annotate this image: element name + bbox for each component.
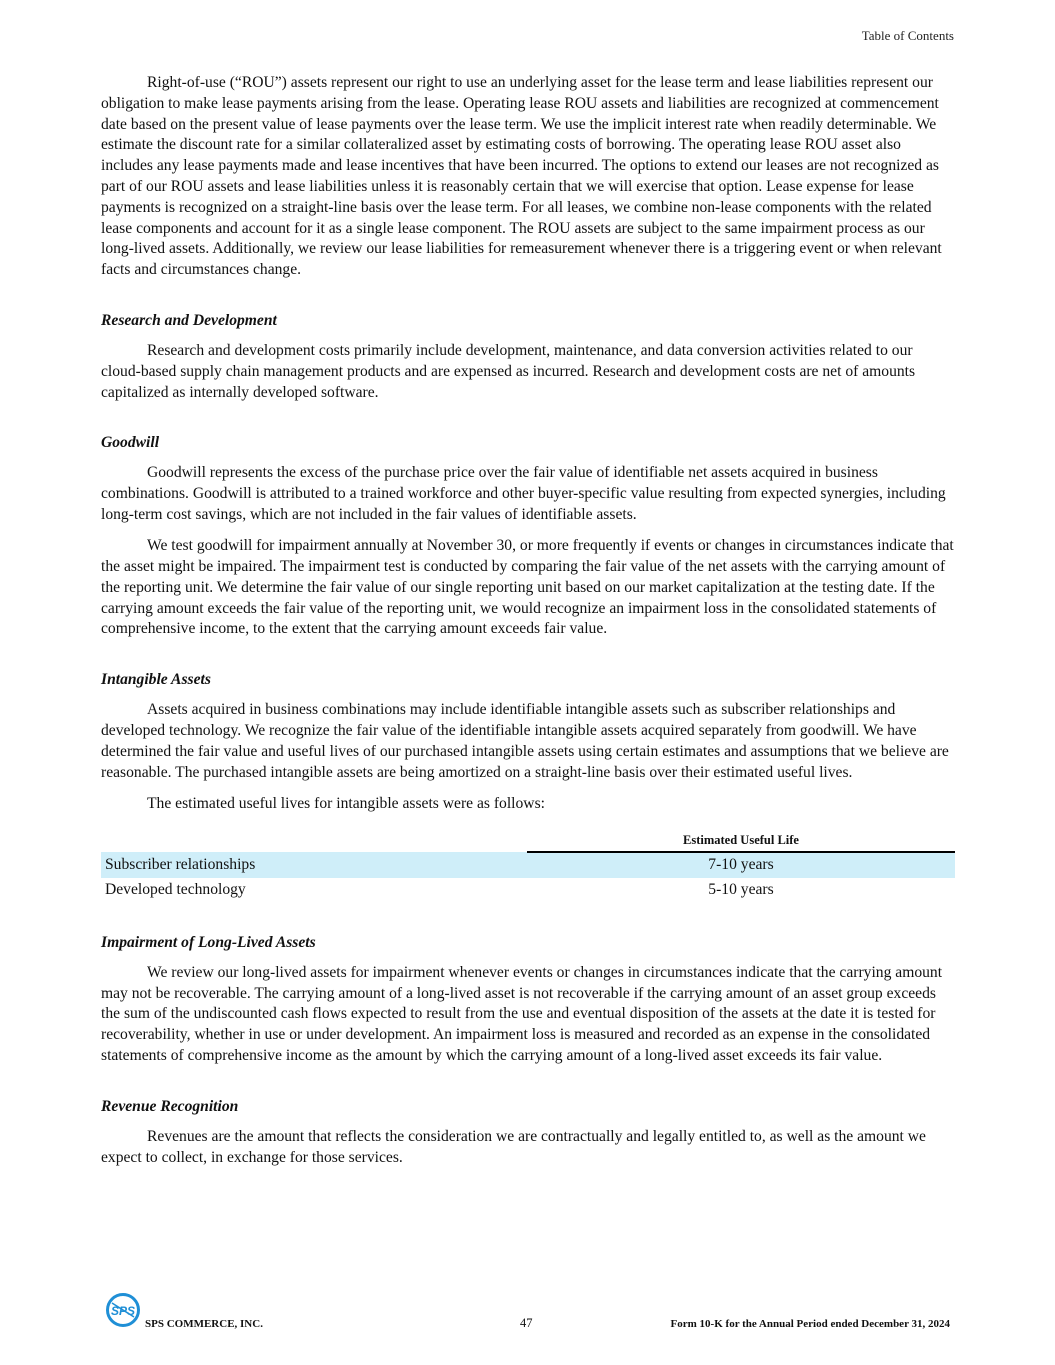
section-impairment <box>101 933 955 1067</box>
table-row <box>101 878 955 903</box>
empty-header-cell <box>101 832 527 852</box>
paragraph: Goodwill represents the excess of the purchase price over the fair value of identifiable net assets acquired in business combinations. Goodwill is attributed to a trained workforce and other buyer-specific value resulting from expected synergies, including long-term cost savings, which are not included in the fair values of identifiable assets. <box>101 464 946 523</box>
page-number: 47 <box>520 1316 533 1330</box>
section-intangible-assets <box>101 670 955 902</box>
company-name: SPS COMMERCE, INC. <box>145 1318 263 1330</box>
form-period-label: Form 10-K for the Annual Period ended December 31, 2024 <box>670 1318 950 1330</box>
row-label: Subscriber relationships <box>101 852 527 878</box>
column-header-useful-life: Estimated Useful Life <box>527 832 955 852</box>
section-heading: Revenue Recognition <box>101 1097 239 1115</box>
row-value: 7-10 years <box>527 852 955 878</box>
paragraph: Assets acquired in business combinations may include identifiable intangible assets such as subscriber relationships and developed technology. We recognize the fair value of the identifiable intangible assets acquired separately from goodwill. We have determined the fair value and useful lives of our purchased intangible assets using certain estimates and assumptions that we believe are reasonable. The purchased intangible assets are being amortized on a straight-line basis over their estimated useful lives. <box>101 701 949 781</box>
section-heading: Impairment of Long-Lived Assets <box>101 933 316 951</box>
row-label: Developed technology <box>105 881 246 899</box>
rou-assets-paragraph: Right-of-use (“ROU”) assets represent our right to use an underlying asset for the lease term and lease liabilities represent our obligation to make lease payments arising from the lease. Operating lease ROU assets and liabilities are recognized at commencement date based on the present value of lease payments over the lease term. We use the implicit interest rate when readily determinable. We estimate the discount rate for a similar collateralized asset by estimating costs of borrowing. The operating lease ROU asset also includes any lease payments made and lease incentives that have been incurred. The options to extend our leases are not recognized as part of our ROU assets and lease liabilities unless it is reasonably certain that we will exercise that option. Lease expense for lease payments is recognized on a straight-line basis over the lease term. For all leases, we combine non-lease components with the related lease components and account for it as a single lease component. The ROU assets are subject to the same impairment process as our long-lived assets. Additionally, we review our lease liabilities for remeasurement whenever there is a triggering event or when relevant facts and circumstances change. <box>101 74 942 279</box>
section-goodwill <box>101 433 955 640</box>
paragraph: Revenues are the amount that reflects the consideration we are contractually and legally entitled to, as well as the amount we expect to collect, in exchange for those services. <box>101 1127 926 1166</box>
sps-logo-icon <box>105 1292 141 1328</box>
section-heading: Goodwill <box>101 434 160 452</box>
useful-lives-table <box>101 832 955 903</box>
section-revenue-recognition <box>101 1097 955 1169</box>
paragraph: We test goodwill for impairment annually at November 30, or more frequently if events or changes in circumstances indicate that the asset might be impaired. The impairment test is conducted by comparing the fair value of the net assets with the carrying amount of the reporting unit. We determine the fair value of our single reporting unit based on our market capitalization at the testing date. If the carrying amount exceeds the fair value of the reporting unit, we would recognize an impairment loss in the consolidated statements of comprehensive income, to the extent that the carrying amount exceeds fair value. <box>101 537 954 638</box>
paragraph: The estimated useful lives for intangible assets were as follows: <box>147 794 545 812</box>
table-row <box>101 852 955 878</box>
section-heading: Research and Development <box>101 311 277 329</box>
section-heading: Intangible Assets <box>101 671 211 689</box>
row-value: 5-10 years <box>708 881 774 899</box>
paragraph: We review our long-lived assets for impairment whenever events or changes in circumstances indicate that the carrying amount may not be recoverable. The carrying amount of a long-lived asset is not recoverable if the carrying amount of an asset group exceeds the sum of the undiscounted cash flows expected to result from the use and eventual disposition of the assets at the date it is tested for recoverability, whether in use or under development. An impairment loss is measured and recorded as an expense in the consolidated statements of comprehensive income as the amount by which the carrying amount of a long-lived asset exceeds its fair value. <box>101 963 943 1064</box>
section-research-development <box>101 311 955 403</box>
svg-text:SPS: SPS <box>110 1304 136 1318</box>
page-footer <box>101 1290 955 1335</box>
table-of-contents-link[interactable]: Table of Contents <box>861 28 954 43</box>
paragraph: Research and development costs primarily include development, maintenance, and data conversion activities related to our cloud-based supply chain management products and are expensed as incurred. Research and development costs are net of amounts capitalized as internally developed software. <box>101 341 916 401</box>
table-header-row <box>101 832 955 852</box>
document-body <box>101 73 955 1168</box>
